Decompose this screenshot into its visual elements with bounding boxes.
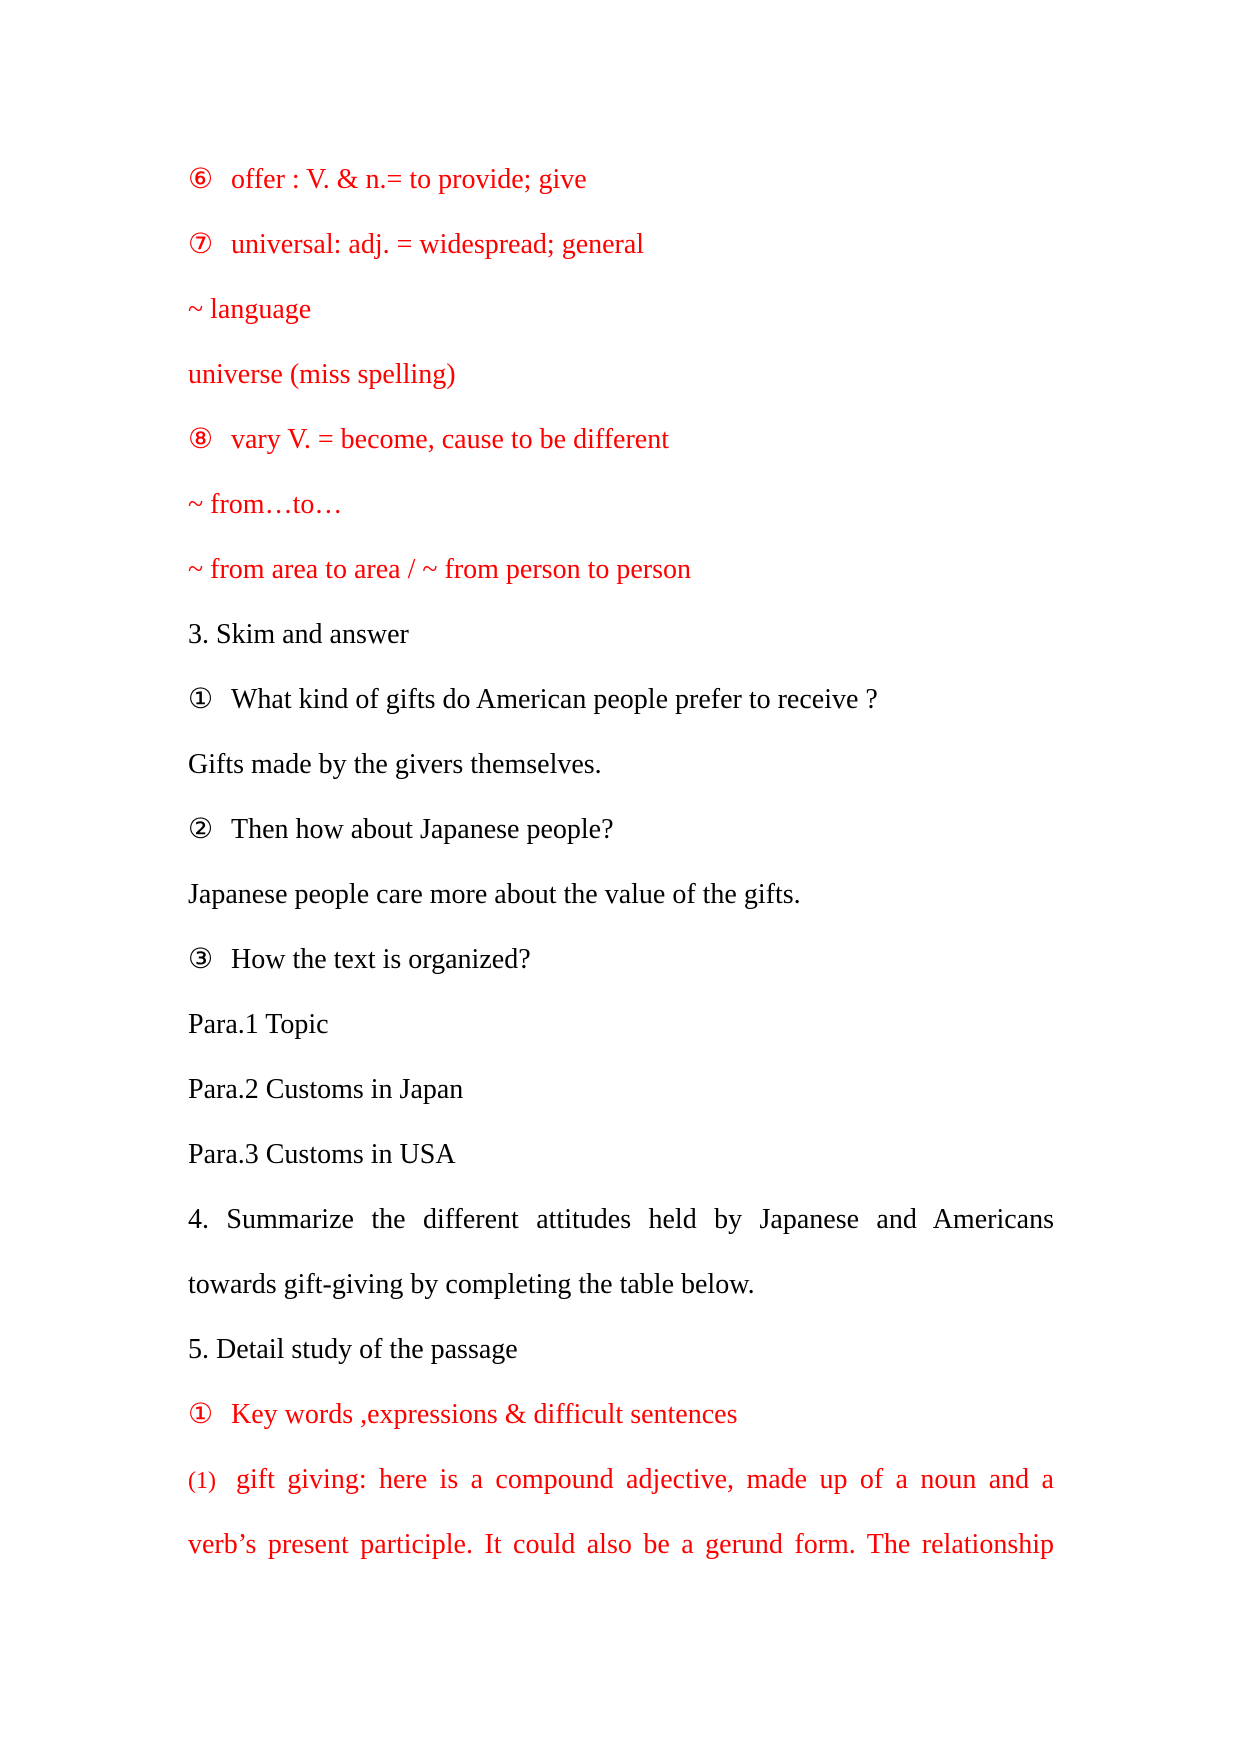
- answer: [188, 1135, 1054, 1200]
- line-text: verb’s present participle. It could also be a gerund form. The relationship: [188, 1529, 1054, 1560]
- answer: [188, 1070, 1054, 1135]
- circled-number: ⑥: [188, 164, 214, 195]
- circled-number: ⑦: [188, 229, 214, 260]
- vocab-note: [188, 550, 1054, 615]
- line-text: Para.3 Customs in USA: [188, 1139, 456, 1170]
- line-text: Para.2 Customs in Japan: [188, 1074, 464, 1105]
- line-text: towards gift-giving by completing the table below.: [188, 1269, 755, 1300]
- line-text: 4. Summarize the different attitudes held by Japanese and Americans: [188, 1204, 1054, 1235]
- circled-number: ①: [188, 684, 214, 715]
- explanation-item: [188, 1460, 1054, 1525]
- vocab-vary: [188, 420, 1054, 485]
- line-text: ~ from area to area / ~ from person to person: [188, 554, 692, 585]
- line-text: Gifts made by the givers themselves.: [188, 749, 602, 780]
- circled-number: ②: [188, 814, 214, 845]
- line-text: ~ language: [188, 294, 312, 325]
- line-text: universe (miss spelling): [188, 359, 456, 390]
- line-text: gift giving: here is a compound adjective, made up of a noun and a: [236, 1464, 1054, 1495]
- answer: [188, 745, 1054, 810]
- subsection-heading: [188, 1395, 1054, 1460]
- circled-number: ①: [188, 1399, 214, 1430]
- question: [188, 810, 1054, 875]
- circled-number: ⑧: [188, 424, 214, 455]
- question: [188, 680, 1054, 745]
- line-text: ~ from…to…: [188, 489, 343, 520]
- line-text: How the text is organized?: [231, 944, 531, 975]
- answer: [188, 1005, 1054, 1070]
- line-text: vary V. = become, cause to be different: [231, 424, 669, 455]
- line-text: 5. Detail study of the passage: [188, 1334, 518, 1365]
- vocab-universal: [188, 225, 1054, 290]
- line-text: Para.1 Topic: [188, 1009, 329, 1040]
- vocab-offer: [188, 160, 1054, 225]
- section-heading: [188, 1330, 1054, 1395]
- line-text: Japanese people care more about the value of the gifts.: [188, 879, 801, 910]
- section-heading: [188, 1200, 1054, 1265]
- item-number: (1): [188, 1468, 216, 1494]
- line-text: Key words ,expressions & difficult sentences: [231, 1399, 738, 1430]
- vocab-note: [188, 355, 1054, 420]
- section-heading-continued: [188, 1265, 1054, 1330]
- line-text: What kind of gifts do American people prefer to receive ?: [231, 684, 878, 715]
- vocab-note: [188, 485, 1054, 550]
- vocab-note: [188, 290, 1054, 355]
- document-page: [188, 160, 1054, 1590]
- line-text: Then how about Japanese people?: [231, 814, 614, 845]
- explanation-continued: [188, 1525, 1054, 1590]
- answer: [188, 875, 1054, 940]
- section-heading: [188, 615, 1054, 680]
- line-text: universal: adj. = widespread; general: [231, 229, 645, 260]
- question: [188, 940, 1054, 1005]
- circled-number: ③: [188, 944, 214, 975]
- line-text: offer : V. & n.= to provide; give: [231, 164, 587, 195]
- line-text: 3. Skim and answer: [188, 619, 409, 650]
